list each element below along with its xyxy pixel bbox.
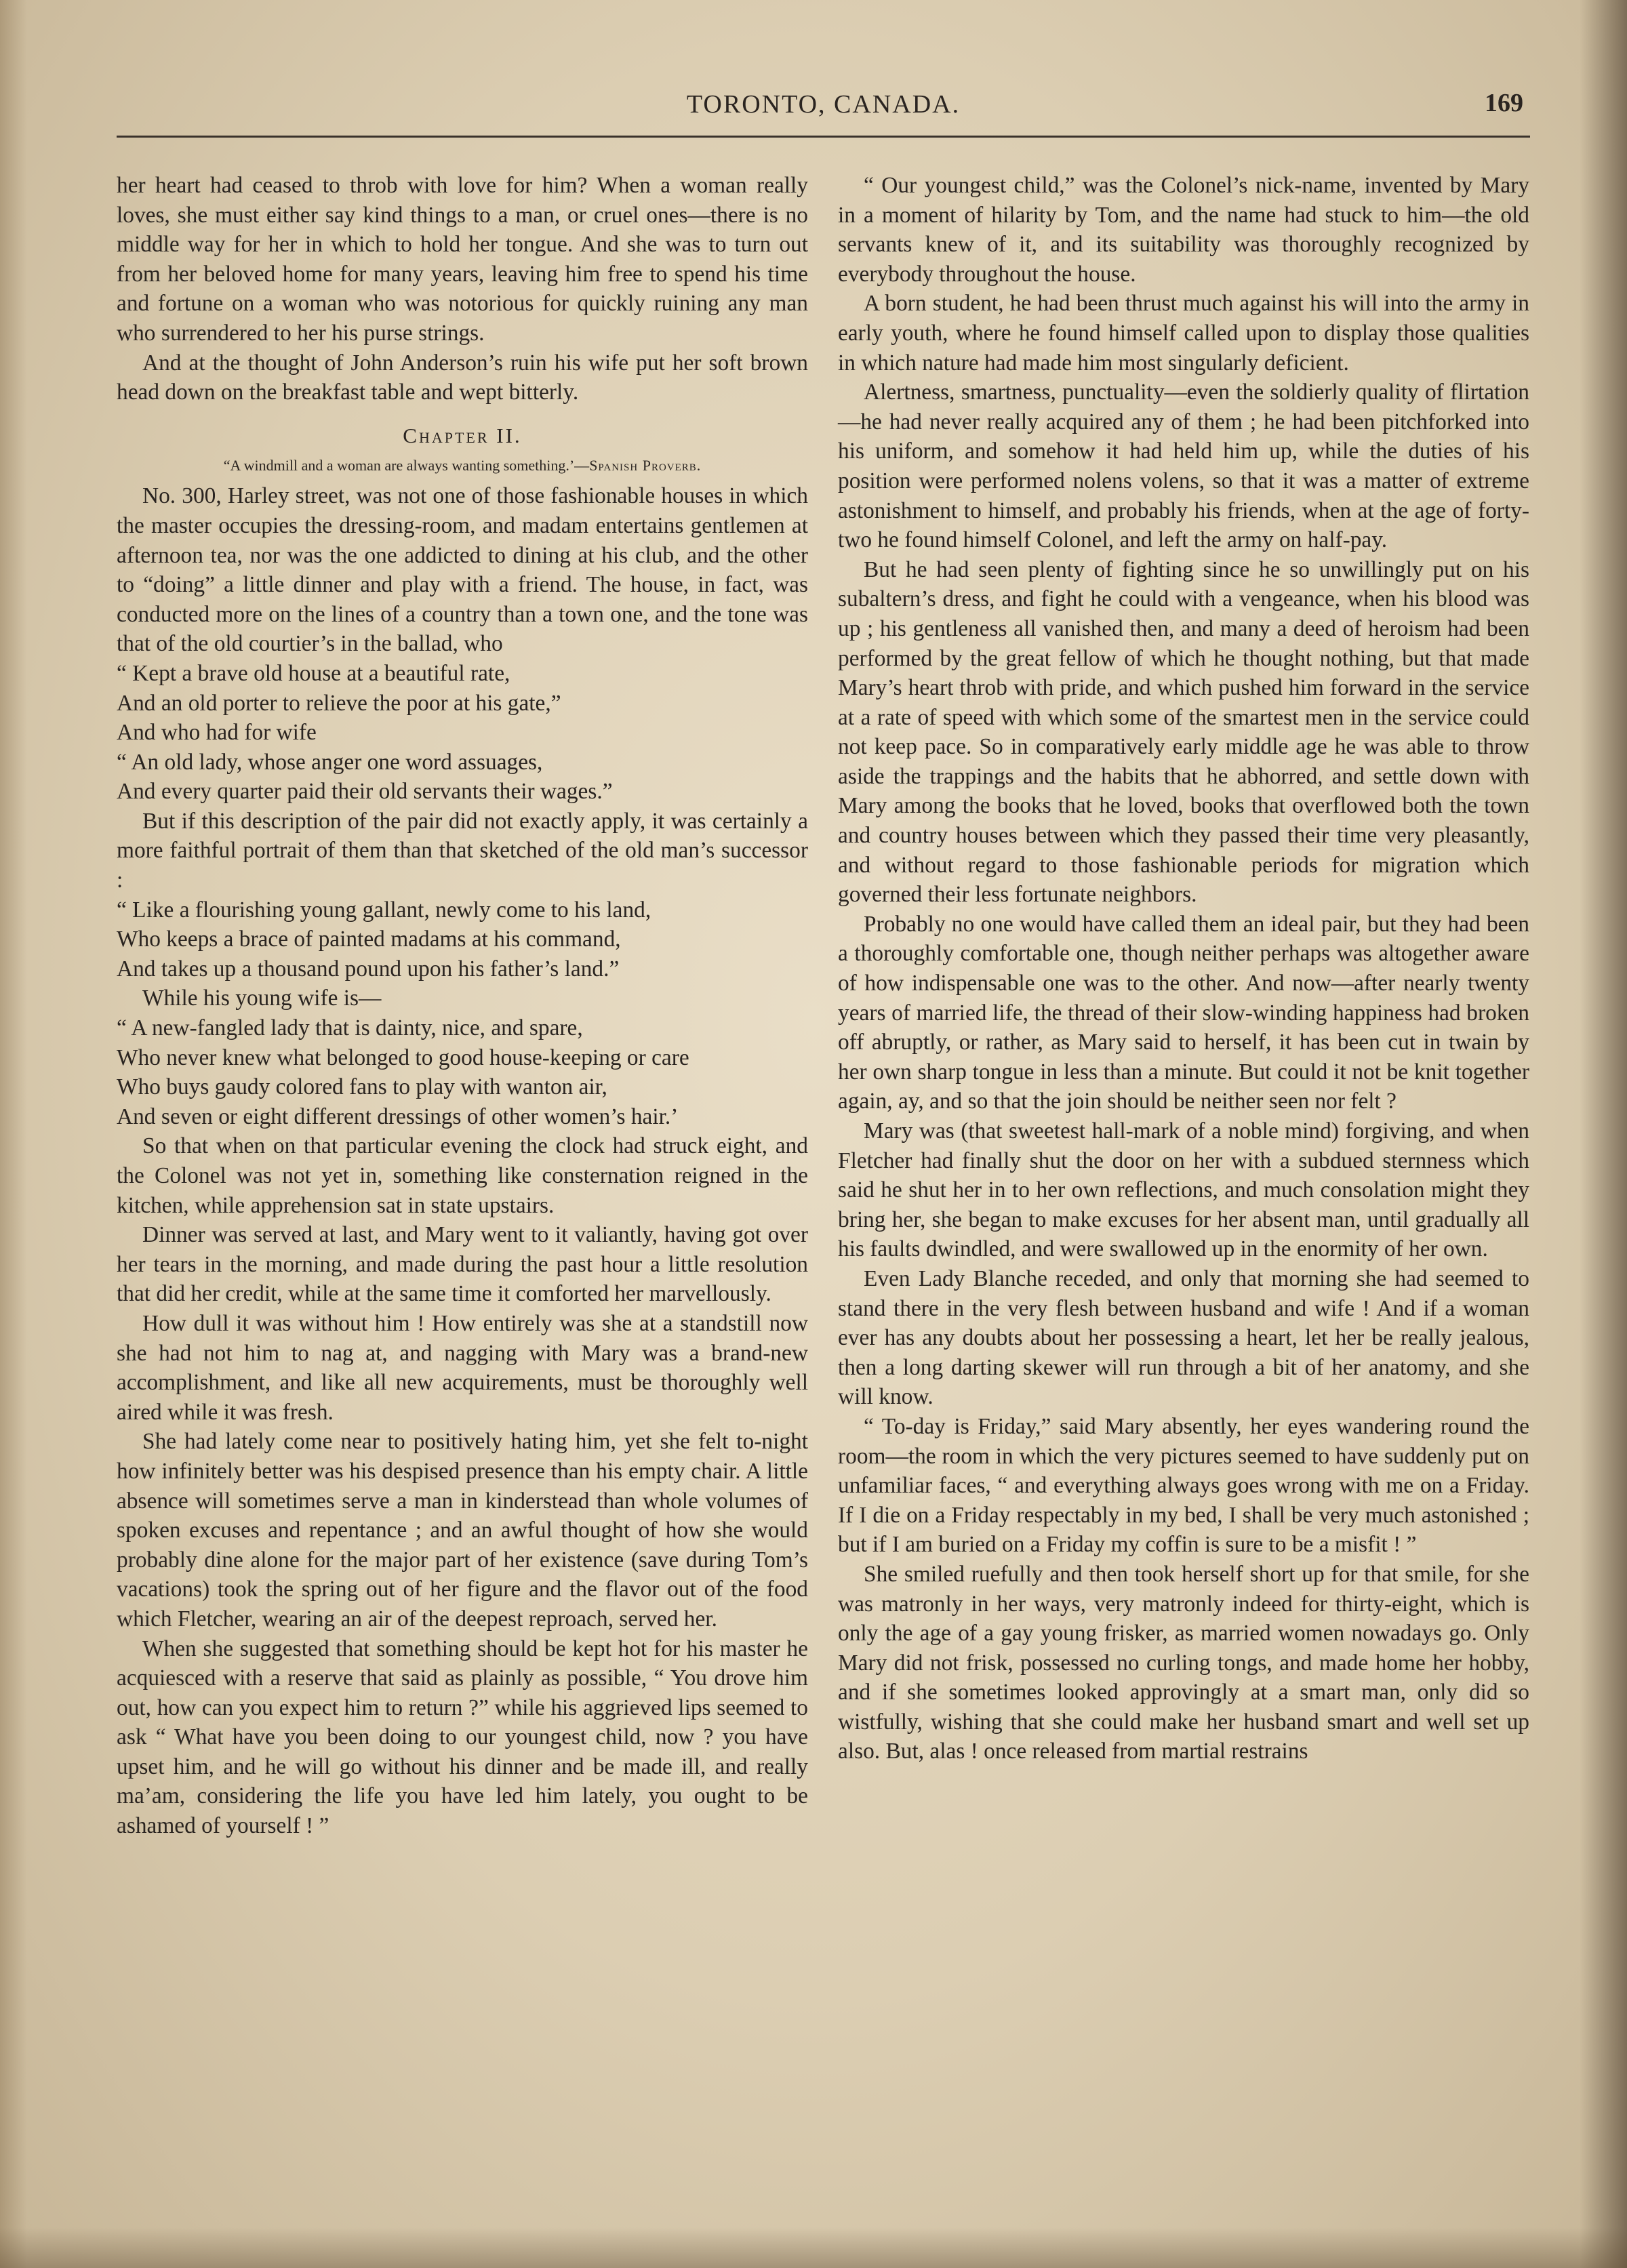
paragraph: Mary was (that sweetest hall-mark of a noble mind) forgiving, and when Fletcher had finally shut the door on her with a subdued sternness which said he shut her in to her own reflections, and much consolation might they bring her, she began to make excuses for her absent man, until gradually all his faults dwindled, and were swallowed up in the enormity of her own. [838, 1118, 1529, 1262]
paragraph: How dull it was without him ! How entirely was she at a standstill now she had not him to nag at, and nagging with Mary was a brand-new accomplishment, and like all new acquirements, must be thoroughly well aired while it was fresh. [117, 1310, 808, 1425]
verse-line: Who buys gaudy colored fans to play with wanton air, [117, 1074, 607, 1100]
verse-line: And takes up a thousand pound upon his father’s land.” [117, 956, 620, 981]
paragraph: Dinner was served at last, and Mary went to it valiantly, having got over her tears in the morning, and made during the past hour a little resolution that did her credit, while at the same time it comforted her marvellously. [117, 1222, 808, 1307]
verse-line: “ A new-fangled lady that is dainty, nice, and spare, [117, 1015, 583, 1041]
verse-line: And seven or eight different dressings of other women’s hair.’ [117, 1103, 679, 1129]
left-column [117, 171, 808, 1841]
paragraph: “ Our youngest child,” was the Colonel’s nick-name, invented by Mary in a moment of hilarity by Tom, and the name had stuck to him—the old servants knew of it, and its suitability was thoroughly recognized by everybody throughout the house. [838, 173, 1529, 287]
verse-line: And every quarter paid their old servants their wages.” [117, 779, 613, 805]
header-rule [117, 136, 1530, 138]
epigraph-quote: “A windmill and a woman are always wanting something.’— [223, 457, 590, 474]
paragraph: No. 300, Harley street, was not one of those fashionable houses in which the master occupies the dressing-room, and madam entertains gentlemen at afternoon tea, nor was the one addicted to dining at his club, and the other to “doing” a little dinner and play with a friend. The house, in fact, was conducted more on the lines of a country than a town one, and the tone was that of the old courtier’s in the ballad, who [117, 483, 808, 657]
paragraph: “ To-day is Friday,” said Mary absently, her eyes wandering round the room—the room in which the very pictures seemed to have suddenly put on unfamiliar faces, “ and everything always goes wrong with me on a Friday. If I die on a Friday respectably in my bed, I shall be very much astonished ; but if I am buried on a Friday my coffin is sure to be a misfit ! ” [838, 1413, 1529, 1558]
page-number: 169 [1485, 89, 1523, 117]
paragraph: When she suggested that something should be kept hot for his master he acquiesced with a reserve that said as plainly as possible, “ You drove him out, how can you expect him to return ?” while his aggrieved lips seemed to ask “ What have you been doing to our youngest child, now ? you have upset him, and he will go without his dinner and be made ill, and really ma’am, considering the life you have led him lately, you ought to be ashamed of yourself ! ” [117, 1636, 808, 1839]
paragraph: And at the thought of John Anderson’s ruin his wife put her soft brown head down on the breakfast table and wept bitterly. [117, 350, 808, 405]
verse-line: “ Kept a brave old house at a beautiful rate, [117, 660, 510, 686]
verse-line: “ An old lady, whose anger one word assuages, [117, 749, 543, 775]
running-title: TORONTO, CANADA. [686, 90, 961, 119]
verse-line: Who never knew what belonged to good house-keeping or care [117, 1045, 689, 1070]
paragraph: But he had seen plenty of fighting since he so unwillingly put on his subaltern’s dress, and fight he could with a vengeance, when his blood was up ; his gentleness all vanished then, and many a deed of heroism had been performed by the great fellow of which he thought nothing, but that made Mary’s heart throb with pride, and which pushed him forward in the service at a rate of speed with which some of the smartest men in the service could not keep pace. So in comparatively early middle age he was able to throw aside the trappings and the habits that he abhorred, and settle down with Mary among the books that he loved, books that overflowed both the town and country houses between which they passed their time very pleasantly, and without regard to those fashionable periods for migration which governed their less fortunate neighbors. [838, 556, 1529, 908]
paragraph: her heart had ceased to throb with love for him? When a woman really loves, she must either say kind things to a man, or cruel ones—there is no middle way for her in which to hold her tongue. And she was to turn out from her beloved home for many years, leaving him free to spend his time and fortune on a woman who was notorious for quickly ruining any man who surrendered to her his purse strings. [117, 173, 808, 346]
paragraph: But if this description of the pair did not exactly apply, it was certainly a more faithful portrait of them than that sketched of the old man’s successor : [117, 808, 808, 893]
verse-line: And who had for wife [117, 720, 317, 746]
verse-line: “ Like a flourishing young gallant, newly come to his land, [117, 897, 651, 923]
paragraph: Alertness, smartness, punctuality—even the soldierly quality of flirtation—he had never really acquired any of them ; he had been pitchforked into his uniform, and somehow it had held him up, while the duties of his position were performed nolens volens, so that it was a matter of extreme astonishment to himself, and probably his friends, when at the age of forty-two he found himself Colonel, and left the army on half-pay. [838, 380, 1529, 553]
page-edge-shadow-bottom [0, 2227, 1627, 2268]
running-head [117, 87, 1530, 127]
paragraph: Probably no one would have called them an ideal pair, but they had been a thoroughly comfortable one, though neither perhaps was altogether aware of how indispensable one was to the other. And now—after nearly twenty years of married life, the thread of their slow-winding happiness had broken off abruptly, or rather, as Mary said to herself, it has been cut in twain by her own sharp tongue in less than a minute. But could it not be knit together again, ay, and so that the join should be neither seen nor felt ? [838, 911, 1529, 1114]
paragraph: Even Lady Blanche receded, and only that morning she had seemed to stand there in the very flesh between husband and wife ! And if a woman ever has any doubts about her possessing a heart, let her be really jealous, then a long darting skewer will run through a bit of her anatomy, and she will know. [838, 1265, 1529, 1410]
paragraph: A born student, he had been thrust much against his will into the army in early youth, where he found himself called upon to display those qualities in which nature had made him most singularly deficient. [838, 291, 1529, 376]
verse-line: And an old porter to relieve the poor at his gate,” [117, 690, 561, 716]
verse-line: While his young wife is— [142, 986, 382, 1011]
right-column [838, 171, 1529, 1766]
page-edge-shadow-left [0, 0, 27, 2268]
paragraph: She had lately come near to positively hating him, yet she felt to-night how infinitely better was his despised presence than his empty chair. A little absence will sometimes serve a man in kinderstead than whole volumes of spoken excuses and repentance ; and an awful thought of how she would probably dine alone for the major part of her existence (save during Tom’s vacations) took the spring out of her figure and the flavor out of the food which Fletcher, wearing an air of the deepest reproach, served her. [117, 1429, 808, 1632]
chapter-title: Chapter II. [403, 423, 522, 447]
paragraph: She smiled ruefully and then took herself short up for that smile, for she was matronly in her ways, very matronly indeed for thirty-eight, which is only the age of a gay young frisker, as married women nowadays go. Only Mary did not frisk, possessed no curling tongs, and made home her hobby, and if she sometimes looked approvingly at a smart man, only did so wistfully, wishing that she could make her husband smart and well set up also. But, alas ! once released from martial restrains [838, 1561, 1529, 1764]
verse-line: Who keeps a brace of painted madams at his command, [117, 927, 621, 952]
page-edge-shadow-right [1580, 0, 1627, 2268]
epigraph-source: Spanish Proverb. [589, 457, 702, 474]
paragraph: So that when on that particular evening the clock had struck eight, and the Colonel was not yet in, something like consternation reigned in the kitchen, while apprehension sat in state upstairs. [117, 1133, 808, 1218]
epigraph [117, 454, 808, 477]
